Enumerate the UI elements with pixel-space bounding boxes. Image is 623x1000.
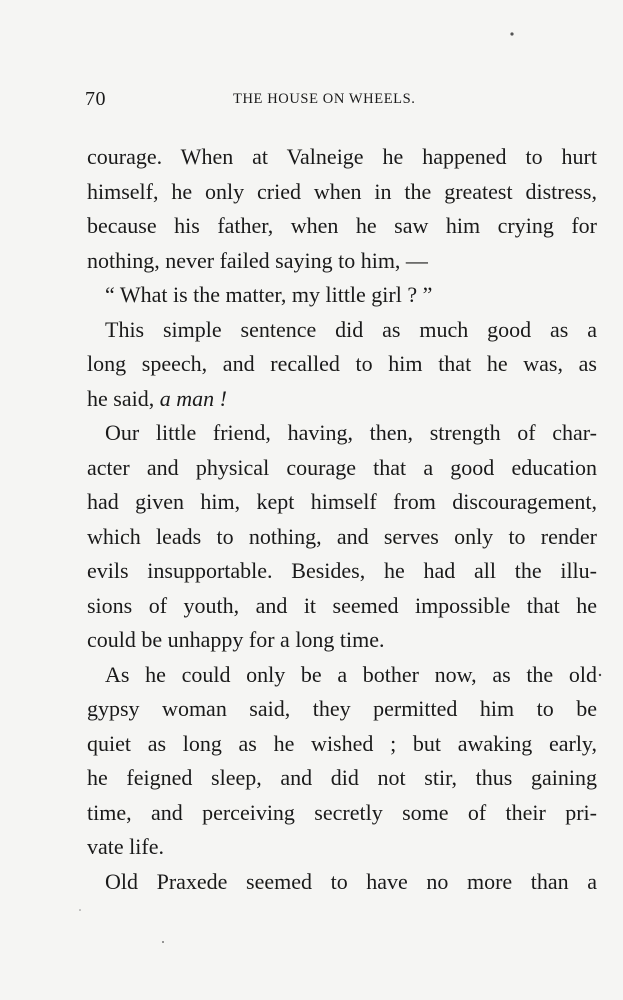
text-line: could be unhappy for a long time. (87, 627, 385, 652)
text-line: time, and perceiving secretly some of their pri- (87, 799, 597, 825)
text-line (87, 382, 597, 417)
text-line: long speech, and recalled to him that he was, as (87, 351, 597, 376)
text-fragment: he said, (87, 385, 155, 411)
text-line: This simple sentence did as much good as a (105, 316, 597, 342)
body-text (87, 140, 597, 899)
text-line: “ What is the matter, my little girl ? ” (105, 282, 433, 307)
text-line: which leads to nothing, and serves only to render (87, 523, 597, 549)
text-line: acter and physical courage that a good education (87, 454, 597, 480)
text-line: Our little friend, having, then, strength of char- (105, 420, 597, 445)
italic-emphasis: a man ! (159, 385, 227, 411)
running-head (85, 88, 515, 112)
text-line: because his father, when he saw him crying for (87, 213, 597, 238)
text-line: vate life. (87, 834, 164, 859)
text-line: gypsy woman said, they permitted him to be (87, 696, 597, 721)
text-line: evils insupportable. Besides, he had all the illu- (87, 558, 597, 583)
text-line: quiet as long as he wished ; but awaking early, (87, 730, 597, 756)
text-line: nothing, never failed saying to him, — (87, 247, 428, 273)
text-line: As he could only be a bother now, as the old (105, 661, 597, 687)
text-line: had given him, kept himself from discouragement, (87, 489, 597, 514)
page-number: 70 (85, 88, 106, 110)
text-line: courage. When at Valneige he happened to hurt (87, 144, 597, 169)
running-title: THE HOUSE ON WHEELS. (233, 91, 416, 107)
text-line: he feigned sleep, and did not stir, thus gaining (87, 765, 597, 790)
text-line: sions of youth, and it seemed impossible that he (87, 592, 597, 618)
text-line: himself, he only cried when in the greatest distress, (87, 178, 597, 204)
text-line: Old Praxede seemed to have no more than a (105, 868, 597, 894)
